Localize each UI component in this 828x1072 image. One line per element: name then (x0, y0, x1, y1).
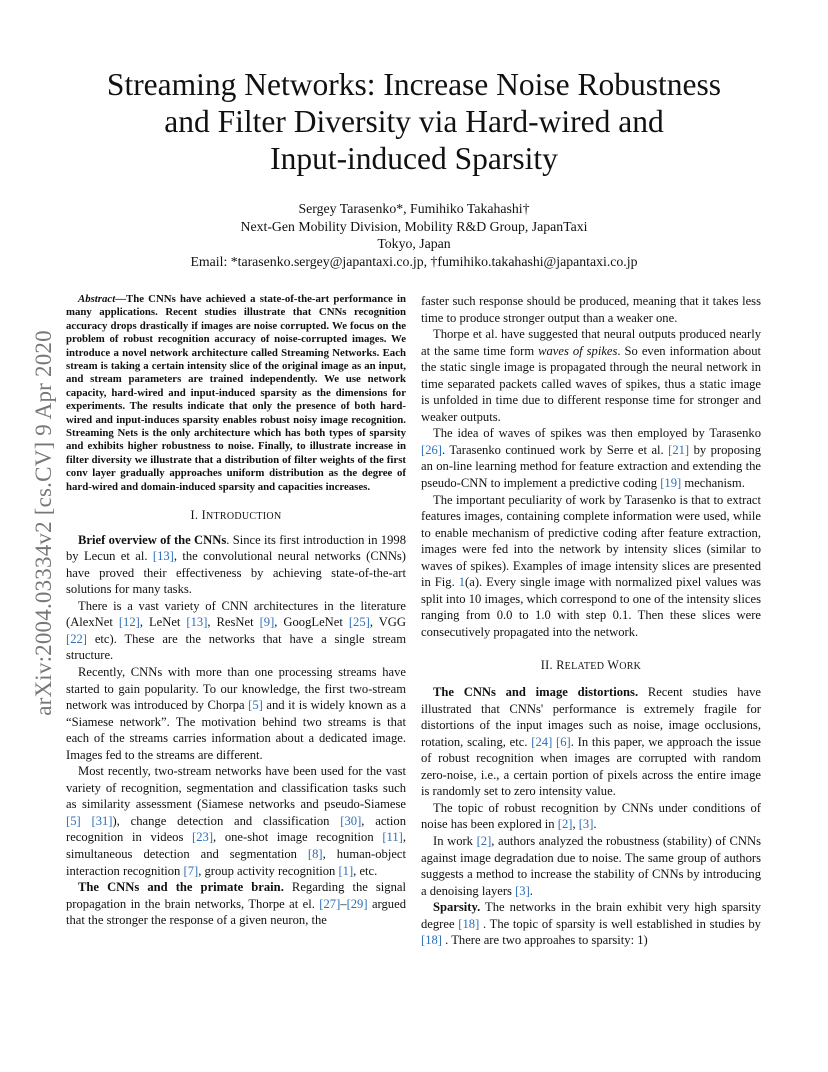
citation-link[interactable]: [5] (248, 698, 263, 713)
paragraph: The CNNs and the primate brain. Regarding the signal propagation in the brain networks, Thorpe at el. [27]–[29] argued that the stronger the response of a given neuron, the (66, 880, 406, 928)
paragraph-heading: Sparsity. (433, 900, 481, 915)
arxiv-stamp: arXiv:2004.03334v2 [cs.CV] 9 Apr 2020 (31, 330, 56, 716)
author-affiliation: Next-Gen Mobility Division, Mobility R&D Group, JapanTaxi (240, 218, 588, 234)
author-names: Sergey Tarasenko*, Fumihiko Takahashi† (298, 201, 530, 216)
author-email: Email: *tarasenko.sergey@japantaxi.co.jp, †fumihiko.takahashi@japantaxi.co.jp (190, 253, 638, 269)
citation-link[interactable]: [2] (557, 817, 573, 832)
author-block (0, 200, 828, 270)
citation-link[interactable]: [22] (66, 631, 87, 646)
right-column (421, 293, 761, 949)
title-line-1: Streaming Networks: Increase Noise Robustness (106, 67, 722, 102)
abstract (66, 293, 406, 494)
citation-link[interactable]: [23] (192, 830, 214, 845)
paragraph: The topic of robust recognition by CNNs under conditions of noise has been explored in [2], [3]. (421, 800, 761, 832)
section-heading-related-work: II. RELATED WORK (540, 658, 642, 673)
paragraph-heading: The CNNs and image distortions. (433, 685, 639, 700)
title-line-3: Input-induced Sparsity (270, 141, 558, 176)
paragraph-heading: Brief overview of the CNNs (78, 532, 227, 547)
section-heading-introduction: I. INTRODUCTION (190, 508, 282, 523)
citation-link[interactable]: [18] (421, 933, 442, 948)
abstract-label: Abstract (78, 293, 116, 305)
citation-link[interactable]: [19] (660, 476, 682, 491)
citation-link[interactable]: [13] (152, 549, 174, 564)
citation-link[interactable]: [24] (531, 734, 553, 749)
citation-link[interactable]: [7] (183, 863, 199, 878)
paragraph: In work [2], authors analyzed the robustness (stability) of CNNs against image degradation due to noise. The same group of authors suggests a method to increase the stability of CNNs by introducing a denoising layers [3]. (421, 833, 761, 898)
citation-link[interactable]: [25] (348, 615, 370, 630)
citation-link[interactable]: [29] (346, 896, 368, 911)
paragraph: Thorpe et al. have suggested that neural outputs produced nearly at the same time form waves of spikes. So even information about the static single image is propagated through the neural network in time separated packets called waves of spikes, thus a static image is unfolded in time due to different response time for stronger and weaker outputs. (421, 327, 761, 424)
citation-link[interactable]: [3] (578, 817, 594, 832)
citation-link[interactable]: [27] (319, 896, 341, 911)
paragraph: There is a vast variety of CNN architectures in the literature (AlexNet [12], LeNet [13], ResNet [9], GoogLeNet [25], VGG [22] etc). These are the networks that have a single stream structure. (66, 598, 406, 663)
citation-link[interactable]: [2] (476, 833, 492, 848)
left-column (66, 293, 406, 929)
citation-link[interactable]: [26] (421, 442, 442, 457)
title-line-2: and Filter Diversity via Hard-wired and (164, 104, 664, 139)
paragraph: Recently, CNNs with more than one processing streams have started to gain popularity. To our knowledge, the first two-stream network was introduced by Chorpa [5] and it is widely known as a “Siamese network”. The motivation behind two streams is that each of the streams carries information about a dedicated image. Images fed to the streams are different. (66, 665, 406, 762)
citation-link[interactable]: [9] (259, 615, 275, 630)
citation-link[interactable]: [13] (186, 615, 208, 630)
abstract-text: —The CNNs have achieved a state-of-the-art performance in many applications. Recent studies illustrate that CNNs recognition accuracy drops drastically if images are noise corrupted. We focus on the problem of robust recognition accuracy of noise-corrupted images. We introduce a novel network architecture called Streaming Networks. Each stream is taking a certain intensity slice of the original image as an input, and stream parameters are trained independently. We use network capacity, hard-wired and input-induced sparsity as the dimensions for experiments. The results indicate that only the presence of both hard-wired and input-induces sparsity enables robust noisy image recognition. Streaming Nets is the only architecture which has both types of sparsity and exhibits higher robustness to noise. Finally, to illustrate increase in filter diversity we illustrate that a distribution of filter weights of the first conv layer gradually approaches uniform distribution as the degree of hard-wired and domain-induced sparsity and capacities increases. (66, 293, 406, 493)
paragraph: Sparsity. The networks in the brain exhibit very high sparsity degree [18] . The topic of sparsity is well established in studies by [18] . There are two approahes to sparsity: 1) (421, 900, 761, 948)
author-location: Tokyo, Japan (377, 236, 451, 251)
citation-link[interactable]: [5] (66, 813, 81, 828)
citation-link[interactable]: [31] (91, 813, 113, 828)
paragraph: The important peculiarity of work by Tarasenko is that to extract features images, containing complete information were used, while to enable mechanism of predictive coding after feature extraction, images were fed into the network by intensity slices (similar to waves of spikes). Examples of image intensity slices are presented in Fig. 1(a). Every single image with normalized pixel values was split into 10 images, which correspond to one of the intensity slices ranging from 0.0 to 1.0 with step 0.1. Then these slices were consecutively propagated into the network. (421, 492, 761, 639)
citation-link[interactable]: [12] (118, 615, 140, 630)
paragraph-heading: The CNNs and the primate brain. (78, 880, 284, 895)
paragraph: The CNNs and image distortions. Recent studies have illustrated that CNNs' performance is extremely fragile for distortions of the input images such as noise, image occlusions, rotation, scaling, etc. [24] [6]. In this paper, we approach the issue of robust recognition when images are corrupted with random zero-noise, i.e., a certain portion of pixels across the entire image is randomly set to zero intensity value. (421, 685, 761, 799)
paragraph: Brief overview of the CNNs. Since its first introduction in 1998 by Lecun et al. [13], the convolutional neural networks (CNNs) have proved their effectiveness by achieving state-of-the-art solutions for many tasks. (66, 532, 407, 597)
paragraph: faster such response should be produced, meaning that it takes less time to produce stronger output than a weaker one. (421, 294, 761, 325)
paper-title (60, 66, 768, 177)
paragraph: The idea of waves of spikes was then employed by Tarasenko [26]. Tarasenko continued work by Serre et al. [21] by proposing an on-line learning method for feature extraction and extending the pseudo-CNN to implement a predictive coding [19] mechanism. (421, 426, 761, 491)
paragraph: Most recently, two-stream networks have been used for the vast variety of recognition, segmentation and classification tasks such as similarity assessment (Siamese networks and pseudo-Siamese [5] [31]), change detection and classification [30], action recognition in videos [23], one-shot image recognition [11], simultaneous detection and segmentation [8], human-object interaction recognition [7], group activity recognition [1], etc. (66, 764, 407, 878)
figure-link[interactable]: 1 (458, 575, 466, 590)
citation-link[interactable]: [3] (515, 883, 530, 898)
citation-link[interactable]: [21] (668, 442, 690, 457)
citation-link[interactable]: [11] (382, 830, 403, 845)
citation-link[interactable]: [30] (340, 813, 362, 828)
citation-link[interactable]: [1] (338, 863, 354, 878)
citation-link[interactable]: [8] (307, 847, 323, 862)
citation-link[interactable]: [18] (458, 916, 480, 931)
citation-link[interactable]: [6] (556, 734, 571, 749)
emphasis: waves of spikes (538, 343, 618, 358)
